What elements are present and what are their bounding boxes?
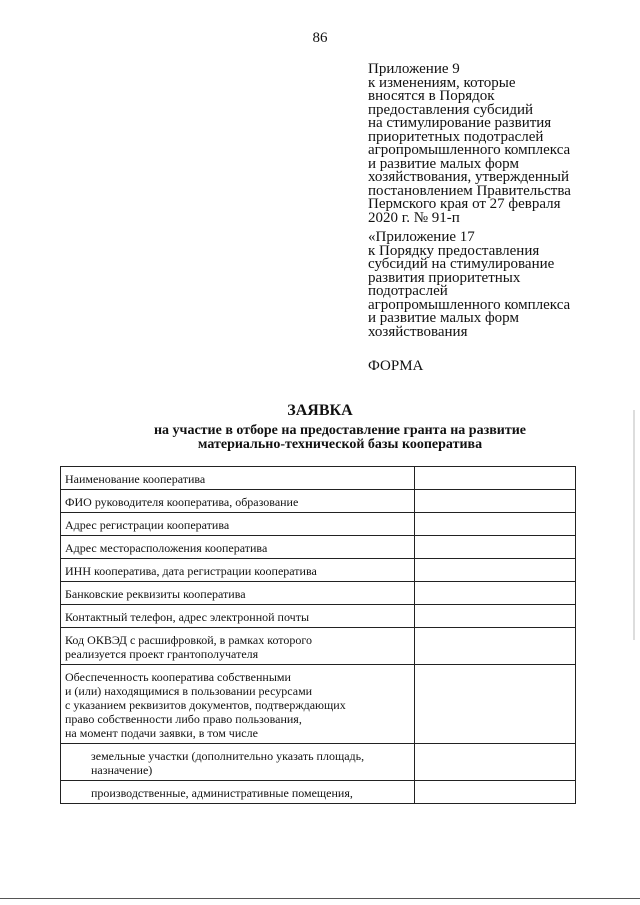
row-label: производственные, административные помещения, bbox=[61, 781, 415, 804]
appendix-line: к Порядку предоставления bbox=[368, 242, 540, 259]
table-row bbox=[61, 605, 576, 628]
appendix-line: к изменениям, которые bbox=[368, 74, 516, 91]
document-title: ЗАЯВКА bbox=[287, 402, 353, 419]
row-label-line: Код ОКВЭД с расшифровкой, в рамках которого bbox=[65, 633, 312, 647]
row-label: Контактный телефон, адрес электронной почты bbox=[61, 605, 415, 628]
table-row bbox=[61, 582, 576, 605]
row-label-line: Обеспеченность кооператива собственными bbox=[65, 670, 291, 684]
table-row bbox=[61, 490, 576, 513]
row-value-field[interactable] bbox=[414, 628, 575, 665]
page-bottom-edge bbox=[0, 898, 640, 899]
appendix-line: постановлением Правительства bbox=[368, 182, 571, 199]
appendix-line: хозяйствования, утвержденный bbox=[368, 169, 569, 185]
row-label-line: назначение) bbox=[91, 763, 153, 777]
subtitle-line: на участие в отборе на предоставление гранта на развитие bbox=[153, 423, 526, 438]
row-label: ФИО руководителя кооператива, образование bbox=[61, 490, 415, 513]
row-label: Адрес регистрации кооператива bbox=[61, 513, 415, 536]
row-label: Адрес месторасположения кооператива bbox=[61, 536, 415, 559]
table-row bbox=[61, 467, 576, 490]
row-value-field[interactable] bbox=[414, 744, 575, 781]
appendix-line: на стимулирование развития bbox=[368, 115, 552, 131]
scan-edge-shadow bbox=[633, 410, 635, 640]
row-label: Банковские реквизиты кооператива bbox=[61, 582, 415, 605]
row-label bbox=[61, 628, 415, 665]
table-row bbox=[61, 513, 576, 536]
row-label: Наименование кооператива bbox=[61, 467, 415, 490]
row-label bbox=[61, 744, 415, 781]
appendix-line: агропромышленного комплекса bbox=[368, 296, 571, 313]
row-value-field[interactable] bbox=[414, 513, 575, 536]
row-label-line: с указанием реквизитов документов, подтверждающих bbox=[65, 698, 346, 712]
row-label-line: земельные участки (дополнительно указать площадь, bbox=[91, 749, 365, 763]
page-number: 86 bbox=[312, 30, 328, 46]
table-row bbox=[61, 665, 576, 744]
table-row bbox=[61, 559, 576, 582]
appendix-line: подотраслей bbox=[368, 283, 448, 299]
subtitle-line: материально-технической базы кооператива bbox=[197, 437, 483, 452]
row-label-line: право собственности либо право пользования, bbox=[65, 712, 302, 726]
appendix-line: Приложение 9 bbox=[368, 61, 460, 77]
appendix-line: приоритетных подотраслей bbox=[368, 128, 544, 145]
application-form-table bbox=[60, 466, 576, 804]
table-row bbox=[61, 781, 576, 804]
appendix-line: 2020 г. № 91-п bbox=[368, 209, 460, 226]
row-label-line: и (или) находящимися в пользовании ресурсами bbox=[65, 684, 313, 698]
table-row bbox=[61, 536, 576, 559]
form-label: ФОРМА bbox=[368, 358, 424, 374]
appendix-line: вносятся в Порядок bbox=[368, 88, 495, 104]
row-value-field[interactable] bbox=[414, 490, 575, 513]
table-row bbox=[61, 744, 576, 781]
appendix-9-block bbox=[368, 63, 618, 225]
row-value-field[interactable] bbox=[414, 467, 575, 490]
row-label-line: на момент подачи заявки, в том числе bbox=[65, 726, 258, 740]
appendix-line: «Приложение 17 bbox=[368, 229, 475, 245]
row-value-field[interactable] bbox=[414, 781, 575, 804]
appendix-line: субсидий на стимулирование bbox=[368, 256, 555, 272]
appendix-17-block bbox=[368, 231, 618, 339]
row-value-field[interactable] bbox=[414, 559, 575, 582]
row-value-field[interactable] bbox=[414, 582, 575, 605]
row-label: ИНН кооператива, дата регистрации кооператива bbox=[61, 559, 415, 582]
document-subtitle bbox=[0, 424, 640, 452]
appendix-line: развития приоритетных bbox=[368, 269, 521, 286]
appendix-line: хозяйствования bbox=[368, 323, 468, 340]
row-value-field[interactable] bbox=[414, 665, 575, 744]
row-value-field[interactable] bbox=[414, 605, 575, 628]
row-label-line: реализуется проект грантополучателя bbox=[65, 647, 259, 661]
table-row bbox=[61, 628, 576, 665]
appendix-line: предоставления субсидий bbox=[368, 101, 534, 118]
appendix-line: и развитие малых форм bbox=[368, 155, 519, 172]
appendix-line: Пермского края от 27 февраля bbox=[368, 196, 561, 212]
row-value-field[interactable] bbox=[414, 536, 575, 559]
row-label bbox=[61, 665, 415, 744]
appendix-line: и развитие малых форм bbox=[368, 310, 519, 326]
appendix-line: агропромышленного комплекса bbox=[368, 142, 571, 158]
